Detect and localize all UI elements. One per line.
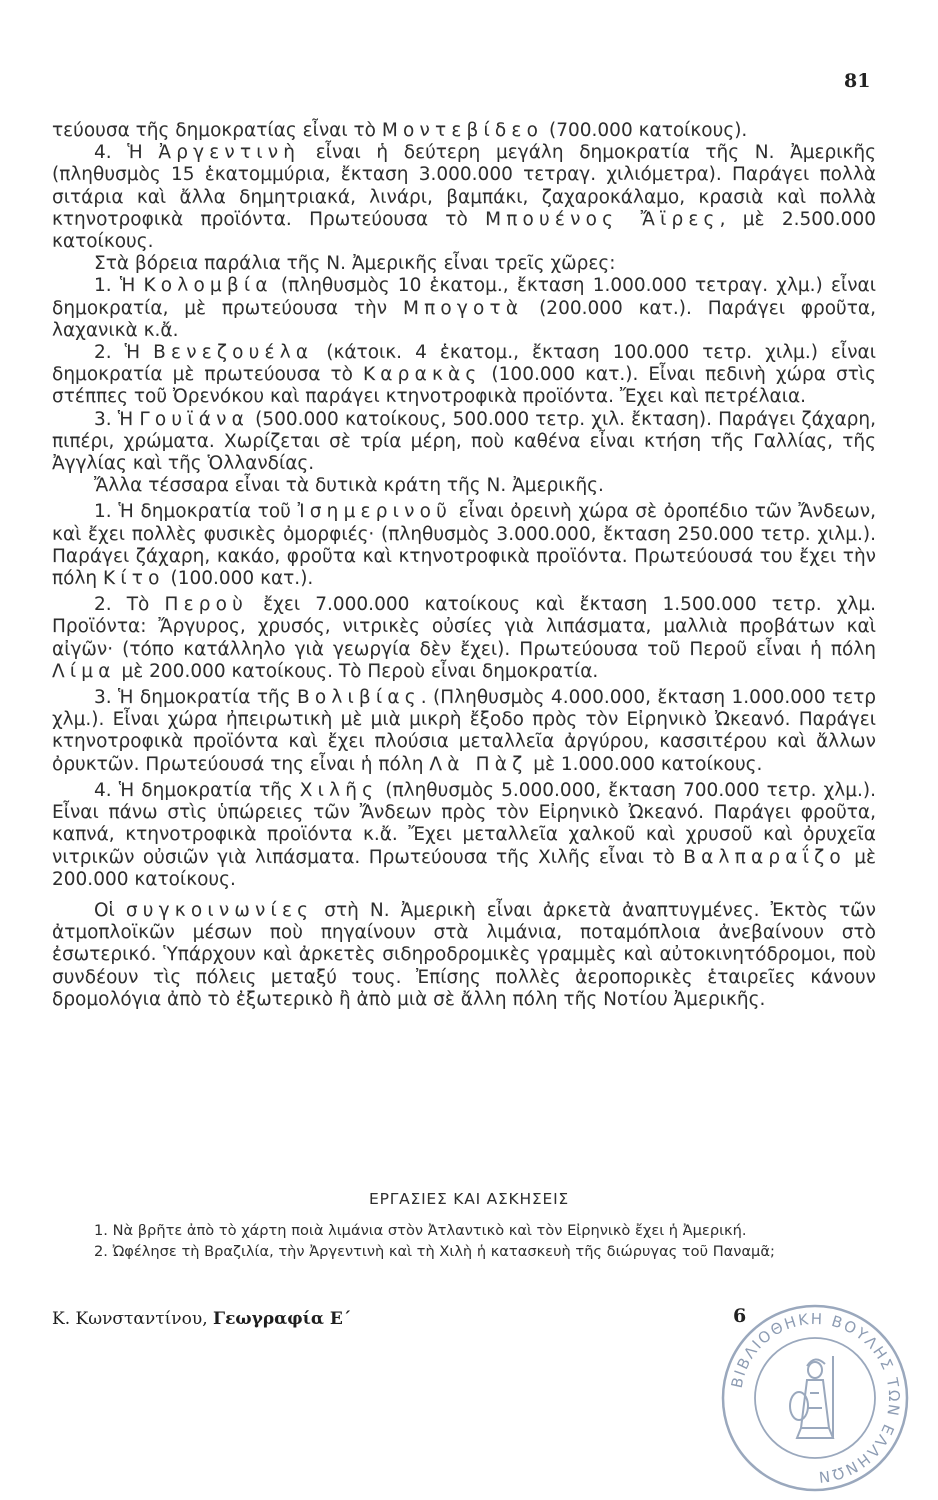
spaced-place-name: Καρακὰς xyxy=(362,364,482,386)
spaced-place-name: Λίμα xyxy=(52,660,116,682)
text-run: στὴ Ν. Ἀμερικὴ εἶναι ἀρκετὰ ἀναπτυγμένες. Ἐκτὸς τῶν ἀτμοπλοϊκῶν μέσων ποὺ πηγαίνουν στὰ λιμάνια, ποταμόπλοια ἀνεβαίνουν στὸ ἐσωτερικό. Ὑπάρχουν καὶ ἀρκετὲς σιδηροδρομικὲς γραμμὲς καὶ αὐτοκινητόδρομοι, ποὺ συνδέουν τὶς πόλεις μεταξύ τους. Ἐπίσης πολλὲς ἀεροπορικὲς ἑταιρεῖες κάνουν δρομολόγια ἀπὸ τὸ ἐξωτερικὸ ἢ ἀπὸ μιὰ σὲ ἄλλη πόλη τῆς Νοτίου Ἀμερικῆς. xyxy=(52,899,876,1010)
text-run: (100.000 κατ.). Εἶναι πεδινὴ χώρα στὶς στέππες τοῦ Ὀρενόκου καὶ παράγει κτηνοτροφικὰ προϊόντα. Ἔχει καὶ πετρέλαια. xyxy=(52,364,876,408)
text-run: (500.000 κατοίκους, 500.000 τετρ. χιλ. ἔκταση). Παράγει ζάχαρη, πιπέρι, χρώματα. Χωρίζεται σὲ τρία μέρη, ποὺ καθένα εἶναι κτήση τῆς Γαλλίας, τῆς Ἀγγλίας καὶ τῆς Ὁλλανδίας. xyxy=(52,408,876,475)
text-run: . (Πληθυσμὸς 4.000.000, ἔκταση 1.000.000 τετρ χλμ.). Εἶναι χώρα ἠπειρωτικὴ μὲ μιὰ μικρὴ ἔξοδο πρὸς τὸν Εἰρηνικὸ Ὠκεανό. Παράγει κτηνοτροφικὰ προϊόντα καὶ ἔχει πλούσια μεταλλεῖα ἀργύρου, κασσιτέρου καὶ ἄλλων ὀρυκτῶν. Πρωτεύουσά της εἶναι ἡ πόλη xyxy=(52,687,877,775)
spaced-place-name: Μπογοτὰ xyxy=(402,297,524,319)
footer-book-title xyxy=(52,1309,351,1329)
spaced-place-name: Βολιβίας xyxy=(296,687,421,709)
paragraph xyxy=(52,275,876,342)
text-run: (200.000 κατ.). Παράγει φροῦτα, λαχανικὰ κ.ἄ. xyxy=(52,297,876,341)
paragraph xyxy=(52,780,876,891)
text-run: εἶναι ἡ δεύτερη μεγάλη δημοκρατία τῆς Ν. Ἀμερικῆς (πληθυσμὸς 15 ἑκατομμύρια, ἔκταση 3.000.000 τετραγ. χιλιόμετρα). Παράγει πολλὰ σιτάρια καὶ ἄλλα δημητριακά, λινάρι, βαμπάκι, ζαχαροκάλαμο, κρασιὰ καὶ πολλὰ κτηνοτροφικὰ προϊόντα. Πρωτεύουσα τὸ xyxy=(52,142,876,230)
text-run: 1. Ἡ xyxy=(94,275,144,297)
stamp-inner-ring xyxy=(755,1338,875,1458)
text-run: μὲ 200.000 κατοίκους. xyxy=(52,846,876,890)
stamp-outer-ring xyxy=(723,1306,907,1490)
spaced-place-name: Λὰ Πὰζ xyxy=(429,753,528,775)
text-run: (πληθυσμὸς 10 ἑκατομ., ἔκταση 1.000.000 τετραγ. χλμ.) εἶναι δημοκρατία, μὲ πρωτεύουσα τὴν xyxy=(52,275,877,319)
text-run: μὲ 1.000.000 κατοίκους. xyxy=(527,753,763,775)
text-run: 3. Ἡ δημοκρατία τῆς xyxy=(94,687,297,709)
text-run: (700.000 κατοίκους). xyxy=(543,120,748,141)
paragraph: Στὰ βόρεια παράλια τῆς Ν. Ἀμερικῆς εἶναι τρεῖς χῶρες: xyxy=(94,253,616,275)
footer-title: Γεωγραφία Ε΄ xyxy=(213,1309,352,1329)
stamp-text: ΒΙΒΛΙΟΘΗΚΗ ΒΟΥΛΗΣ ΤΩΝ ΕΛΛΗΝΩΝ xyxy=(727,1309,904,1487)
spaced-place-name: Γουϊάνα xyxy=(139,408,249,430)
body-text xyxy=(52,120,876,1011)
exercise-item: 2. Ὠφέλησε τὴ Βραζιλία, τὴν Ἀργεντινὴ καὶ τὴ Χιλὴ ἡ κατασκευὴ τῆς διώρυγας τοῦ Παναμᾶ; xyxy=(94,1242,775,1260)
paragraph xyxy=(52,687,876,776)
text-run: 1. Ἡ δημοκρατία τοῦ xyxy=(94,501,298,523)
athena-figure-icon xyxy=(790,1356,833,1438)
spaced-place-name: Μπουένος Ἄϊρες xyxy=(485,208,720,230)
text-run: εἶναι ὀρεινὴ χώρα σὲ ὀροπέδιο τῶν Ἄνδεων, καὶ ἔχει πολλὲς φυσικὲς ὀμορφιές· (πληθυσμὸς 3.000.000, ἔκταση 250.000 τετρ. χιλμ.). Παράγει ζάχαρη, κακάο, φροῦτα καὶ κτηνοτροφικὰ προϊόντα. Πρωτεύουσά του ἔχει τὴν πόλη xyxy=(52,501,876,590)
footer-author: Κ. Κωνσταντίνου, xyxy=(52,1309,208,1329)
spaced-place-name: Βαλπαραΐζο xyxy=(683,846,846,868)
library-stamp xyxy=(715,1298,915,1498)
paragraph xyxy=(52,120,876,142)
paragraph xyxy=(52,142,876,253)
text-run: Οἱ xyxy=(94,899,126,921)
paragraph xyxy=(52,501,876,590)
text-run: (κάτοικ. 4 ἑκατομ., ἔκταση 100.000 τετρ. χιλμ.) εἶναι δημοκρατία μὲ πρωτεύουσα τὸ xyxy=(52,342,876,386)
text-run: (100.000 κατ.). xyxy=(164,568,314,590)
text-run: 3. Ἡ xyxy=(94,408,140,430)
exercise-item: 1. Νὰ βρῆτε ἀπὸ τὸ χάρτη ποιὰ λιμάνια στὸν Ἀτλαντικὸ καὶ τὸν Εἰρηνικὸ ἔχει ἡ Ἀμερική. xyxy=(94,1222,747,1239)
text-run: 2. Ἡ xyxy=(94,342,154,364)
text-run: 2. Τὸ xyxy=(94,594,165,616)
spaced-place-name: Βενεζουέλα xyxy=(153,342,314,364)
paragraph xyxy=(52,900,876,1011)
spaced-place-name: Κίτο xyxy=(103,568,165,590)
section-heading: ΕΡΓΑΣΙΕΣ ΚΑΙ ΑΣΚΗΣΕΙΣ xyxy=(369,1190,569,1208)
paragraph xyxy=(52,342,876,409)
text-run: 4. Ἡ xyxy=(94,142,159,164)
paragraph xyxy=(52,409,876,476)
text-run: ἔχει 7.000.000 κατοίκους καὶ ἔκταση 1.500.000 τετρ. χλμ. Προϊόντα: Ἄργυρος, χρυσός, νιτρικὲς οὐσίες γιὰ λιπάσματα, μαλλιὰ προβάτων καὶ αἰγῶν· (τόπο κατάλληλο γιὰ γεωργία δὲν ἔχει). Πρωτεύουσα τοῦ Περοῦ εἶναι ἡ πόλη xyxy=(52,594,876,660)
signature-mark: 6 xyxy=(733,1305,747,1327)
spaced-keyword: συγκοινωνίες xyxy=(125,899,314,921)
spaced-place-name: Περοὺ xyxy=(164,594,249,616)
paragraph xyxy=(52,594,876,683)
page-number: 81 xyxy=(844,70,871,92)
spaced-place-name: Ἰσημερινοῦ xyxy=(297,501,452,523)
exercise-list xyxy=(52,1222,876,1263)
text-run: τεύουσα τῆς δημοκρατίας εἶναι τὸ xyxy=(52,120,382,141)
spaced-place-name: Κολομβία xyxy=(143,275,273,297)
text-run: , μὲ 2.500.000 κατοίκους. xyxy=(52,208,876,253)
paragraph: Ἄλλα τέσσαρα εἶναι τὰ δυτικὰ κράτη τῆς Ν. Ἀμερικῆς. xyxy=(94,475,604,497)
spaced-place-name: Χιλῆς xyxy=(299,779,379,801)
spaced-place-name: Μοντεβίδεο xyxy=(381,120,544,141)
spaced-place-name: Ἀργεντινὴ xyxy=(158,142,301,164)
text-run: μὲ 200.000 κατοίκους. Τὸ Περοὺ εἶναι δημοκρατία. xyxy=(115,660,599,682)
text-run: 4. Ἡ δημοκρατία τῆς xyxy=(94,779,300,801)
text-run: (πληθυσμὸς 5.000.000, ἔκταση 700.000 τετρ. χλμ.). Εἶναι πάνω στὶς ὑπώρειες τῶν Ἄνδεων πρὸς τὸν Εἰρηνικὸ Ὠκεανό. Παράγει φροῦτα, καπνά, κτηνοτροφικὰ προϊόντα κ.ἄ. Ἔχει μεταλλεῖα χαλκοῦ καὶ χρυσοῦ καὶ ὀρυχεῖα νιτρικῶν οὐσιῶν γιὰ λιπάσματα. Πρωτεύουσα τῆς Χιλῆς εἶναι τὸ xyxy=(52,779,876,868)
